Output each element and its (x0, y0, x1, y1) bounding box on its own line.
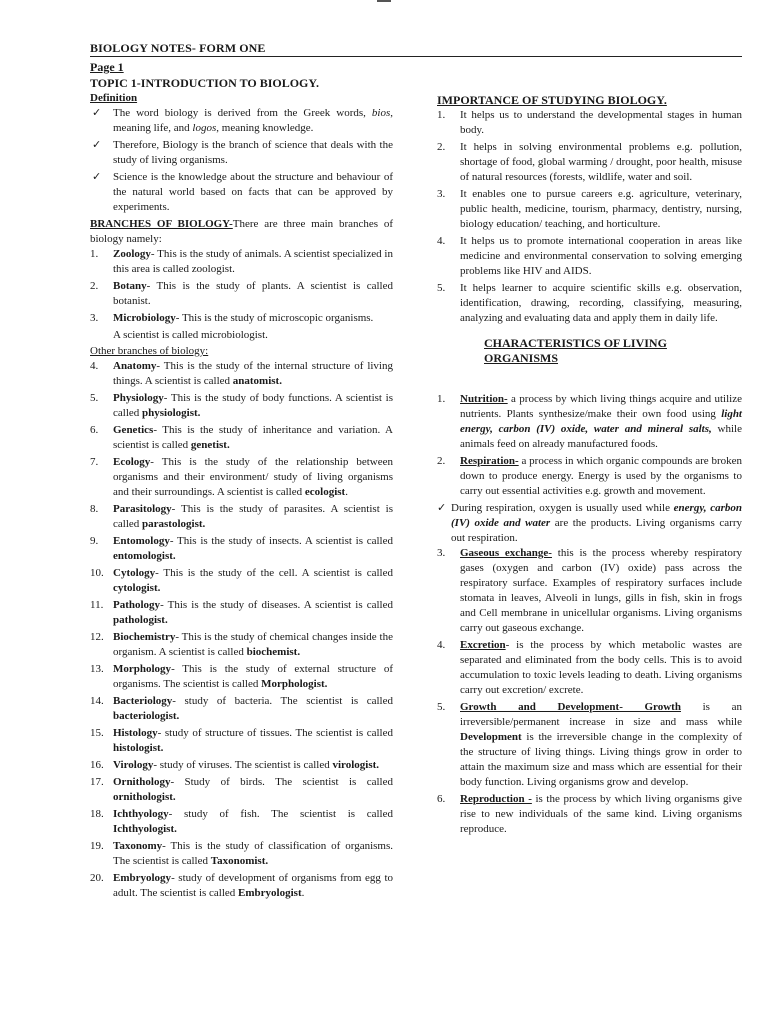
text-segment: Embryologist (238, 887, 302, 899)
item-number: 16. (90, 759, 104, 771)
text-segment: Ornithology (113, 776, 171, 788)
segment (113, 631, 175, 643)
segment (460, 547, 552, 559)
item-number: 4. (437, 639, 446, 651)
text-segment: biochemist. (246, 646, 301, 658)
segment: while animals feed on already manufactured foods. (460, 423, 742, 450)
item-number: 11. (90, 599, 104, 611)
item-number: 12. (90, 631, 104, 643)
numbered-list-item (437, 108, 742, 138)
characteristics-heading-line1: CHARACTERISTICS OF LIVING (484, 336, 667, 350)
segment: - This is the study of chemical changes inside the organism. A scientist is called (113, 631, 393, 658)
item-text (460, 547, 742, 634)
segment: , meaning knowledge. (216, 122, 314, 134)
segment: - This is the study of body functions. A scientist is called (113, 392, 393, 419)
numbered-list-item (437, 638, 742, 698)
text-segment: Cytology (113, 567, 156, 579)
numbered-list-item (90, 455, 393, 500)
segment: - This is the study of the internal structure of living things. A scientist is called (113, 360, 393, 387)
text-segment: Respiration- (460, 455, 519, 467)
text-segment: ecologist (304, 486, 346, 498)
text-segment: Development (460, 731, 522, 743)
segment (113, 663, 171, 675)
segment (113, 360, 156, 372)
item-text (113, 567, 393, 594)
item-number: 19. (90, 840, 104, 852)
text-segment: Ichthyologist. (113, 823, 177, 835)
segment: - This is the study of external structure of organisms. The scientist is called (113, 663, 393, 690)
segment: - study of development of organisms from egg to adult. The scientist is called (113, 872, 393, 899)
text-segment: Taxonomist. (210, 855, 269, 867)
segment: - This is the study of the relationship between organisms and their environment/ study of living organisms and their surroundings. A scientist is called (113, 456, 393, 498)
numbered-list-item (90, 534, 393, 564)
segment: - This is the study of microscopic organisms. (175, 312, 374, 324)
segment: - study of bacteria. The scientist is called (172, 695, 393, 707)
segment (113, 550, 176, 562)
segment: - This is the study of animals. A scientist specialized in this area is called zoologist. (113, 248, 393, 275)
segment (460, 455, 519, 467)
text-segment: virologist. (332, 759, 380, 771)
segment (113, 456, 150, 468)
segment: - This is the study of the cell. A scientist is called (155, 567, 393, 579)
numbered-list-item (90, 566, 393, 596)
segment: is an irreversible/permanent increase in size and mass while (460, 701, 742, 728)
item-text (113, 280, 393, 307)
item-number: 10. (90, 567, 104, 579)
check-list-item (90, 170, 393, 215)
characteristics-heading-line2: ORGANISMS (484, 351, 559, 365)
item-text (460, 639, 742, 696)
text-segment: Morphology (113, 663, 172, 675)
item-number: 20. (90, 872, 104, 884)
segment: It helps us to understand the developmental stages in human body. (460, 109, 742, 136)
segment (233, 375, 282, 387)
segment: - This is the study of plants. A scientist is called botanist. (113, 280, 393, 307)
segment (460, 793, 532, 805)
segment: - This is the study of classification of organisms. The scientist is called (113, 840, 393, 867)
segment (113, 742, 163, 754)
text-segment: Virology (113, 759, 154, 771)
segment: - Study of birds. The scientist is called (170, 776, 393, 788)
text-segment: bios (371, 107, 391, 119)
item-text (113, 312, 373, 324)
item-text (113, 424, 393, 451)
segment: . (301, 887, 305, 899)
text-segment: histologist. (113, 742, 164, 754)
page-header (90, 42, 742, 74)
characteristics-list-continued (437, 546, 742, 837)
segment (113, 424, 153, 436)
numbered-list-item (437, 234, 742, 279)
segment (460, 393, 508, 405)
segment: this is the process whereby respiratory gases (oxygen and carbon (IV) oxide) pass across the respiratory surface. Examples of respiratory surfaces include stomata in leaves, Alveoli in lungs, gills in fish, skin in frogs and Cell membrane in unicellular organisms. Living organisms carry out gaseous exchange. (460, 547, 742, 634)
segment: a process by which living things acquire and utilize nutrients. Plants synthesize/make their own food using (460, 393, 742, 420)
item-text (113, 248, 393, 275)
text-segment: Histology (113, 727, 158, 739)
item-text (113, 139, 393, 166)
segment (113, 808, 169, 820)
item-number: 2. (437, 455, 446, 467)
item-number: 17. (90, 776, 104, 788)
branches-intro: There are three main branches of biology namely: (90, 218, 393, 245)
segment (113, 727, 158, 739)
numbered-list-item (90, 359, 393, 389)
segment: is the process by which living organisms give rise to new individuals of the same kind. Living organisms reproduce. (460, 793, 742, 835)
segment (113, 599, 160, 611)
numbered-list-item (90, 598, 393, 628)
item-text (460, 701, 742, 788)
text-segment: ornithologist. (113, 791, 176, 803)
topic-title: TOPIC 1-INTRODUCTION TO BIOLOGY. (90, 76, 319, 90)
text-segment: Parasitology (113, 503, 172, 515)
check-icon: ✓ (437, 502, 447, 514)
text-segment: Entomology (113, 535, 170, 547)
segment (305, 486, 345, 498)
text-segment: light energy, carbon (IV) oxide, water and mineral salts, (460, 408, 742, 435)
item-number: 3. (90, 312, 99, 324)
numbered-list-item (90, 662, 393, 692)
segment (113, 567, 155, 579)
item-text (113, 107, 393, 134)
numbered-list-item (437, 792, 742, 837)
numbered-list-item (90, 807, 393, 837)
segment (113, 248, 151, 260)
text-segment: Taxonomy (113, 840, 163, 852)
item-number: 4. (437, 235, 446, 247)
microbiologist-note: A scientist is called microbiologist. (113, 329, 268, 341)
other-branches-list (90, 359, 393, 901)
respiration-note (437, 501, 742, 546)
segment (113, 312, 176, 324)
item-text (113, 631, 393, 658)
segment (192, 122, 216, 134)
segment: - This is the study of inheritance and variation. A scientist is called (113, 424, 393, 451)
item-number: 9. (90, 535, 99, 547)
item-text (460, 141, 742, 183)
segment: It enables one to pursue careers e.g. agriculture, veterinary, public health, medicine, tourism, pharmacy, dentistry, nursing, biology education/ teaching, and horticulture. (460, 188, 742, 230)
header-rule (90, 56, 742, 57)
segment (113, 614, 168, 626)
segment (332, 759, 379, 771)
segment: During respiration, oxygen is usually used while (451, 502, 674, 514)
segment: It helps learner to acquire scientific skills e.g. observation, identification, drawing, recording, classifying, measuring, analyzing and evaluating data and apply them in daily life. (460, 282, 742, 324)
segment (113, 392, 164, 404)
item-text (113, 776, 393, 803)
text-segment: Embryology (113, 872, 172, 884)
segment (142, 518, 205, 530)
item-text (113, 872, 393, 899)
text-segment: Growth and Development- Growth (460, 701, 681, 713)
segment (113, 791, 176, 803)
importance-heading: IMPORTANCE OF STUDYING BIOLOGY. (437, 93, 667, 107)
segment (460, 639, 506, 651)
text-segment: Genetics (113, 424, 154, 436)
numbered-list-item (437, 546, 742, 636)
item-text (460, 235, 742, 277)
segment (247, 646, 300, 658)
segment (113, 535, 170, 547)
numbered-list-item (90, 871, 393, 901)
text-segment: Ecology (113, 456, 151, 468)
numbered-list-item (90, 423, 393, 453)
left-column (90, 76, 393, 903)
numbered-list-item (90, 694, 393, 724)
numbered-list-item (437, 392, 742, 452)
check-icon: ✓ (92, 171, 102, 183)
text-segment: Physiology (113, 392, 164, 404)
text-segment: Bacteriology (113, 695, 173, 707)
segment: a process in which organic compounds are broken down to produce energy. Energy is used by the organisms to carry out essential activities e.g. growth and movement. (460, 455, 742, 497)
numbered-list-item (90, 630, 393, 660)
segment: - This is the study of insects. A scientist is called (169, 535, 393, 547)
segment: are the products. Living organisms carry out respiration. (451, 517, 742, 544)
item-number: 4. (90, 360, 99, 372)
numbered-list-item (437, 700, 742, 790)
segment (113, 503, 172, 515)
segment (460, 701, 681, 713)
item-text (113, 599, 393, 626)
item-text (113, 503, 393, 530)
segment: - study of fish. The scientist is called (168, 808, 393, 820)
text-segment: Gaseous exchange- (460, 547, 552, 559)
segment: - is the process by which metabolic wastes are separated and eliminated from the body cells. This is to avoid accumulation to toxic levels leading to death. Living organisms carry out excretion/ excrete. (460, 639, 742, 696)
item-text (460, 455, 742, 497)
segment (113, 840, 162, 852)
segment: . (345, 486, 348, 498)
other-branches-heading: Other branches of biology: (90, 345, 209, 357)
segment: , meaning life, and (113, 107, 393, 134)
right-column (437, 93, 742, 839)
item-number: 15. (90, 727, 104, 739)
segment (191, 439, 230, 451)
segment: - study of structure of tissues. The scientist is called (157, 727, 393, 739)
numbered-list-item (437, 454, 742, 499)
item-number: 7. (90, 456, 99, 468)
item-text (460, 793, 742, 835)
numbered-list-item (90, 279, 393, 309)
item-number: 6. (90, 424, 99, 436)
branches-intro-paragraph (90, 217, 393, 247)
segment (113, 759, 153, 771)
item-text (113, 808, 393, 835)
item-text (113, 840, 393, 867)
text-segment: Pathology (113, 599, 161, 611)
item-text (113, 695, 393, 722)
item-text (460, 188, 742, 230)
segment (113, 695, 172, 707)
numbered-list-item (90, 775, 393, 805)
item-number: 5. (437, 701, 446, 713)
item-number: 2. (90, 280, 99, 292)
item-number: 18. (90, 808, 104, 820)
text-segment: Biochemistry (113, 631, 176, 643)
item-number: 1. (90, 248, 99, 260)
item-number: 1. (437, 109, 446, 121)
segment (113, 776, 170, 788)
item-number: 2. (437, 141, 446, 153)
item-text (113, 171, 393, 213)
item-text (113, 759, 379, 771)
segment: Therefore, Biology is the branch of science that deals with the study of living organisms. (113, 139, 393, 166)
text-segment: cytologist. (113, 582, 161, 594)
definition-list (90, 106, 393, 215)
item-text (113, 663, 393, 690)
segment (113, 710, 179, 722)
text-segment: Botany (113, 280, 147, 292)
text-segment: Microbiology (113, 312, 176, 324)
item-number: 1. (437, 393, 446, 405)
main-branches-list (90, 247, 393, 326)
segment (460, 731, 522, 743)
check-list-item (90, 106, 393, 136)
definition-heading: Definition (90, 92, 138, 104)
numbered-list-item (90, 391, 393, 421)
segment (372, 107, 390, 119)
item-number: 6. (437, 793, 446, 805)
numbered-list-item (437, 140, 742, 185)
check-list-item (90, 138, 393, 168)
segment: It helps in solving environmental problems e.g. pollution, shortage of food, global warming / drought, poor health, misuse of natural resources (forests, wildlife, water and soil. (460, 141, 742, 183)
document-title: BIOLOGY NOTES- FORM ONE (90, 41, 266, 55)
item-number: 14. (90, 695, 104, 707)
item-number: 3. (437, 188, 446, 200)
text-segment: genetist. (190, 439, 230, 451)
text-segment: bacteriologist. (113, 710, 180, 722)
item-text (460, 109, 742, 136)
text-segment: Reproduction - (460, 793, 532, 805)
segment: is the irreversible change in the complexity of the structure of living things. Living things grow in order to attain the maximum size and mass which are essential for their body function. Living organisms grow and develop. (460, 731, 742, 788)
page-top-mark (377, 0, 391, 2)
text-segment: energy, carbon (IV) oxide and water (451, 502, 742, 529)
importance-list (437, 108, 742, 326)
item-number: 3. (437, 547, 446, 559)
respiration-note-text (451, 502, 742, 544)
numbered-list-item (90, 311, 393, 326)
text-segment: Excretion (460, 639, 506, 651)
segment: Science is the knowledge about the structure and behaviour of the natural world based on facts that can be approved by experiments. (113, 171, 393, 213)
text-segment: pathologist. (113, 614, 168, 626)
branches-heading: BRANCHES OF BIOLOGY- (90, 218, 233, 230)
segment (113, 872, 171, 884)
characteristics-heading (437, 336, 742, 366)
text-segment: Ichthyology (113, 808, 169, 820)
item-text (113, 727, 393, 754)
segment (113, 280, 147, 292)
item-text (113, 456, 393, 498)
numbered-list-item (90, 758, 393, 773)
segment (113, 582, 160, 594)
check-icon: ✓ (92, 107, 102, 119)
item-text (460, 393, 742, 450)
text-segment: logos (192, 122, 217, 134)
text-segment: parastologist. (142, 518, 206, 530)
item-number: 5. (437, 282, 446, 294)
item-text (113, 535, 393, 562)
segment: - study of viruses. The scientist is called (153, 759, 333, 771)
item-number: 13. (90, 663, 104, 675)
segment (142, 407, 200, 419)
numbered-list-item (437, 187, 742, 232)
item-text (113, 360, 393, 387)
text-segment: physiologist. (142, 407, 201, 419)
numbered-list-item (90, 839, 393, 869)
text-segment: Zoology (113, 248, 151, 260)
segment (113, 823, 177, 835)
text-segment: Morphologist. (261, 678, 328, 690)
page-number: Page 1 (90, 60, 124, 74)
segment (238, 887, 302, 899)
numbered-list-item (437, 281, 742, 326)
item-text (460, 282, 742, 324)
segment: - This is the study of diseases. A scientist is called (160, 599, 393, 611)
characteristics-list (437, 392, 742, 499)
text-segment: entomologist. (113, 550, 176, 562)
item-number: 5. (90, 392, 99, 404)
check-icon: ✓ (92, 139, 102, 151)
text-segment: Anatomy (113, 360, 157, 372)
item-text (113, 392, 393, 419)
segment: - This is the study of parasites. A scientist is called (113, 503, 393, 530)
text-segment: anatomist. (232, 375, 282, 387)
segment (261, 678, 327, 690)
numbered-list-item (90, 247, 393, 277)
segment (211, 855, 268, 867)
numbered-list-item (90, 726, 393, 756)
text-segment: Nutrition- (460, 393, 508, 405)
numbered-list-item (90, 502, 393, 532)
segment: The word biology is derived from the Greek words, (113, 107, 372, 119)
segment: It helps us to promote international cooperation in areas like medicine and environmental conservation to solving emerging problems like HIV and AIDS. (460, 235, 742, 277)
item-number: 8. (90, 503, 99, 515)
